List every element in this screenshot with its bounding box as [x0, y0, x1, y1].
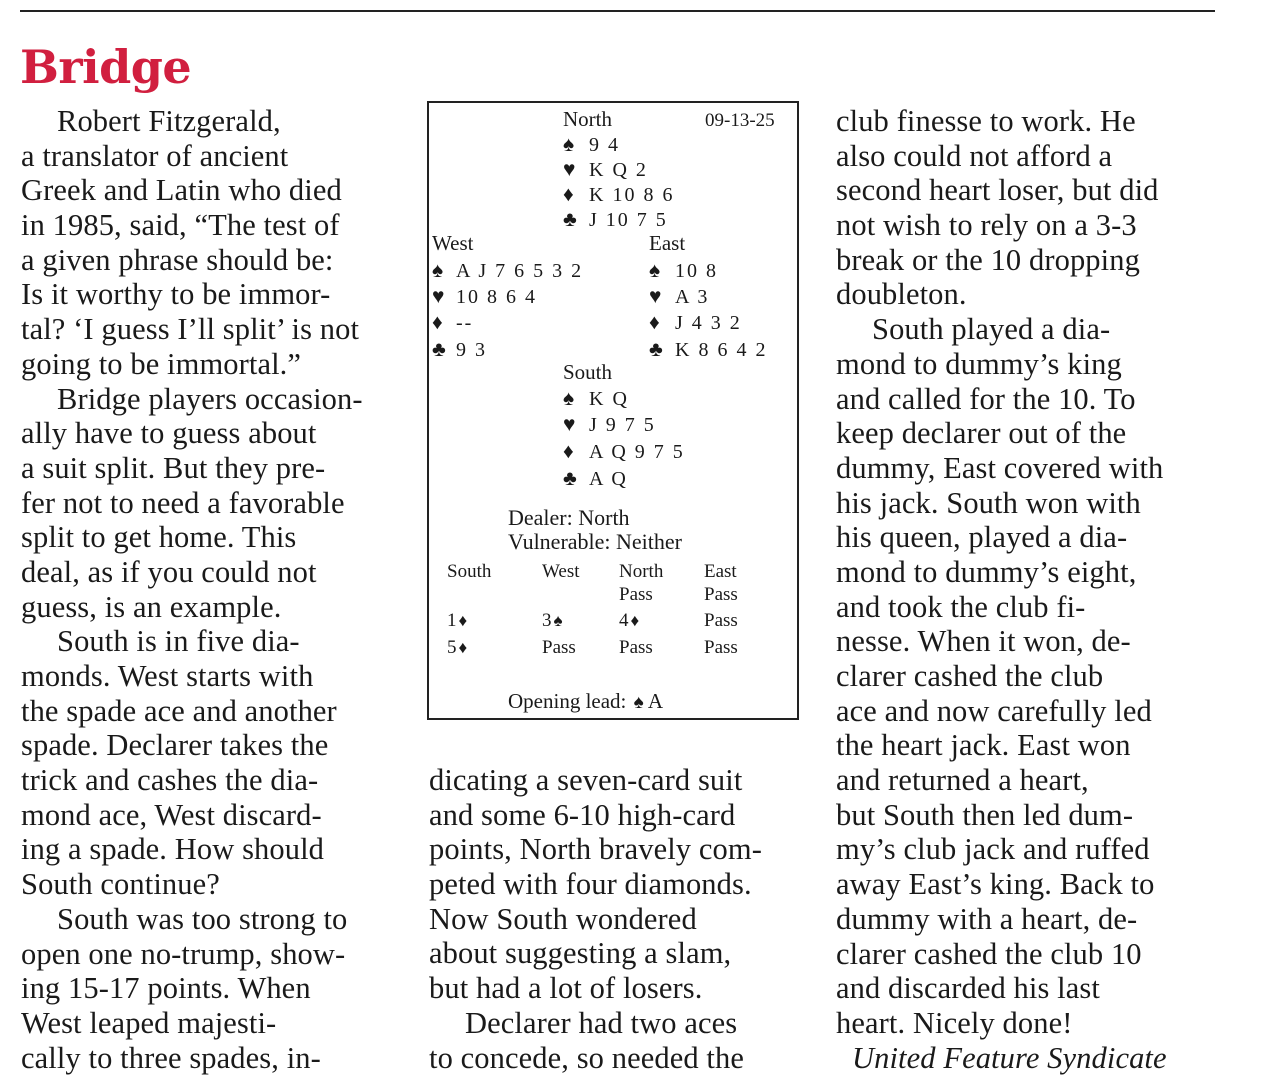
article-text-line: mond to dummy’s eight, [836, 554, 1137, 589]
east-hearts: ♥ A 3 [649, 284, 710, 308]
article-text-line: and some 6-10 high-card [429, 797, 736, 832]
heart-icon: ♥ [563, 412, 576, 436]
south-diamonds: ♦ A Q 9 7 5 [563, 439, 685, 463]
article-text-line: monds. West starts with [21, 659, 314, 693]
spade-icon: ♠ [563, 132, 575, 156]
article-text-line: ace and now carefully led [836, 693, 1152, 728]
diamond-icon: ♦ [458, 638, 468, 657]
west-diamonds: ♦ -- [432, 310, 474, 334]
article-text-line: break or the 10 dropping [836, 242, 1140, 277]
article-text-line: clarer cashed the club 10 [836, 936, 1142, 971]
article-text-line: the heart jack. East won [836, 728, 1131, 763]
article-text-line: and discarded his last [836, 971, 1100, 1006]
article-text-line: guess, is an example. [21, 589, 282, 624]
west-hearts: ♥ 10 8 6 4 [432, 284, 537, 308]
article-text-line: split to get home. This [21, 520, 297, 555]
diamond-icon: ♦ [563, 439, 574, 463]
auction-header-south: South [447, 561, 492, 582]
auction-header-west: West [542, 561, 580, 582]
west-label: West [432, 231, 474, 255]
article-text-line: South is in five dia- [57, 624, 300, 659]
heart-icon: ♥ [432, 284, 445, 308]
article-text-line: but had a lot of losers. [429, 971, 703, 1006]
deal-date: 09-13-25 [705, 110, 775, 131]
column-title: Bridge [20, 40, 192, 94]
article-text-line: Now South wondered [429, 901, 697, 936]
article-column-3 [836, 104, 1167, 1075]
article-text-line: my’s club jack and ruffed [836, 832, 1150, 867]
article-text-line: South played a dia- [872, 312, 1111, 347]
west-spades: ♠ A J 7 6 5 3 2 [432, 258, 584, 282]
article-text-line: also could not afford a [836, 138, 1113, 173]
article-text-line: peted with four diamonds. [429, 867, 752, 902]
spade-icon: ♠ [649, 258, 661, 282]
article-text-line: West leaped majesti- [21, 1005, 277, 1040]
opening-lead: Opening lead: ♠ A [508, 689, 663, 713]
north-diamonds: ♦ K 10 8 6 [563, 182, 675, 206]
article-text-line: about suggesting a slam, [429, 936, 732, 971]
article-text-line: dicating a seven-card suit [429, 763, 743, 797]
article-text-line: club finesse to work. He [836, 104, 1136, 138]
heart-icon: ♥ [563, 157, 576, 181]
north-label: North [563, 107, 612, 131]
auction-header-north: North [619, 561, 664, 582]
east-clubs: ♣ K 8 6 4 2 [649, 337, 768, 361]
article-text-line: and returned a heart, [836, 763, 1089, 798]
article-text-line: doubleton. [836, 277, 967, 312]
article-text-line: heart. Nicely done! [836, 1005, 1073, 1040]
auction-cell: Pass [704, 610, 738, 631]
article-text-line: Is it worthy to be immor- [21, 277, 331, 312]
article-text-line: South continue? [21, 867, 220, 902]
article-text-line: and took the club fi- [836, 589, 1086, 624]
article-text-line: to concede, so needed the [429, 1040, 744, 1075]
north-clubs: ♣ J 10 7 5 [563, 207, 668, 231]
auction-cell: 3 ♠ [542, 610, 563, 631]
article-text-line: a translator of ancient [21, 138, 289, 173]
diamond-icon: ♦ [563, 182, 574, 206]
auction-header-east: East [704, 561, 737, 582]
south-label: South [563, 360, 613, 384]
article-column-1 [21, 104, 363, 1075]
article-column-2 [429, 763, 762, 1075]
article-text-line: cally to three spades, in- [21, 1040, 321, 1075]
article-text-line: dummy with a heart, de- [836, 901, 1138, 936]
east-label: East [649, 231, 686, 255]
article-text-line: ing 15-17 points. When [21, 971, 311, 1006]
article-text-line: and called for the 10. To [836, 381, 1136, 416]
article-text-line: mond ace, West discard- [21, 797, 322, 832]
vulnerable-line: Vulnerable: Neither [508, 529, 682, 554]
article-text-line: going to be immortal.” [21, 346, 302, 381]
top-rule [20, 10, 1215, 12]
article-text-line: his queen, played a dia- [836, 520, 1128, 555]
article-text-line: deal, as if you could not [21, 554, 317, 589]
auction-cell: Pass [542, 637, 576, 658]
article-text-line: open one no-trump, show- [21, 936, 346, 971]
auction-cell: 5 ♦ [447, 637, 468, 658]
spade-icon: ♠ [553, 611, 563, 630]
article-text-line: Declarer had two aces [465, 1005, 738, 1040]
article-text-line: clarer cashed the club [836, 659, 1104, 693]
article-text-line: his jack. South won with [836, 485, 1141, 520]
article-text-line: tal? ‘I guess I’ll split’ is not [21, 312, 360, 347]
article-text-line: ally have to guess about [21, 416, 317, 451]
article-text-line: second heart loser, but did [836, 173, 1159, 208]
auction-cell: Pass [619, 584, 653, 605]
spade-icon: ♠ [633, 692, 644, 713]
article-text-line: a given phrase should be: [21, 242, 334, 277]
article-text-line: spade. Declarer takes the [21, 728, 329, 763]
club-icon: ♣ [563, 466, 577, 490]
article-text-line: not wish to rely on a 3-3 [836, 208, 1137, 243]
article-text-line: dummy, East covered with [836, 450, 1164, 485]
article-text-line: a suit split. But they pre- [21, 450, 326, 485]
auction-cell: 1 ♦ [447, 610, 468, 631]
article-text-line: Robert Fitzgerald, [57, 104, 281, 138]
bridge-deal-diagram [427, 101, 799, 720]
spade-icon: ♠ [432, 258, 444, 282]
west-clubs: ♣ 9 3 [432, 337, 487, 361]
article-text-line: but South then led dum- [836, 797, 1134, 832]
club-icon: ♣ [649, 337, 663, 361]
south-spades: ♠ K Q [563, 386, 629, 410]
article-text-line: keep declarer out of the [836, 416, 1127, 451]
east-diamonds: ♦ J 4 3 2 [649, 310, 742, 334]
diamond-icon: ♦ [649, 310, 660, 334]
auction-cell: Pass [704, 584, 738, 605]
dealer-line: Dealer: North [508, 505, 630, 530]
diamond-icon: ♦ [630, 611, 640, 630]
article-text-line: nesse. When it won, de- [836, 624, 1131, 659]
article-text-line: Greek and Latin who died [21, 173, 342, 208]
article-text-line: points, North bravely com- [429, 832, 762, 867]
article-text-line: trick and cashes the dia- [21, 763, 319, 798]
auction-cell: Pass [704, 637, 738, 658]
club-icon: ♣ [563, 207, 577, 231]
north-hearts: ♥ K Q 2 [563, 157, 648, 181]
auction-cell: Pass [619, 637, 653, 658]
diamond-icon: ♦ [458, 611, 468, 630]
south-hearts: ♥ J 9 7 5 [563, 412, 656, 436]
article-text-line: fer not to need a favorable [21, 485, 345, 520]
article-text-line: mond to dummy’s king [836, 346, 1122, 381]
article-text-line: away East’s king. Back to [836, 867, 1155, 902]
syndicate-credit: United Feature Syndicate [852, 1040, 1167, 1075]
north-spades: ♠ 9 4 [563, 132, 620, 156]
diamond-icon: ♦ [432, 310, 443, 334]
club-icon: ♣ [432, 337, 446, 361]
article-text-line: Bridge players occasion- [57, 381, 363, 416]
heart-icon: ♥ [649, 284, 662, 308]
south-clubs: ♣ A Q [563, 466, 628, 490]
article-text-line: the spade ace and another [21, 693, 337, 728]
spade-icon: ♠ [563, 386, 575, 410]
article-text-line: ing a spade. How should [21, 832, 325, 867]
auction-cell: 4 ♦ [619, 610, 640, 631]
east-spades: ♠ 10 8 [649, 258, 718, 282]
article-text-line: in 1985, said, “The test of [21, 208, 340, 243]
article-text-line: South was too strong to [57, 901, 348, 936]
